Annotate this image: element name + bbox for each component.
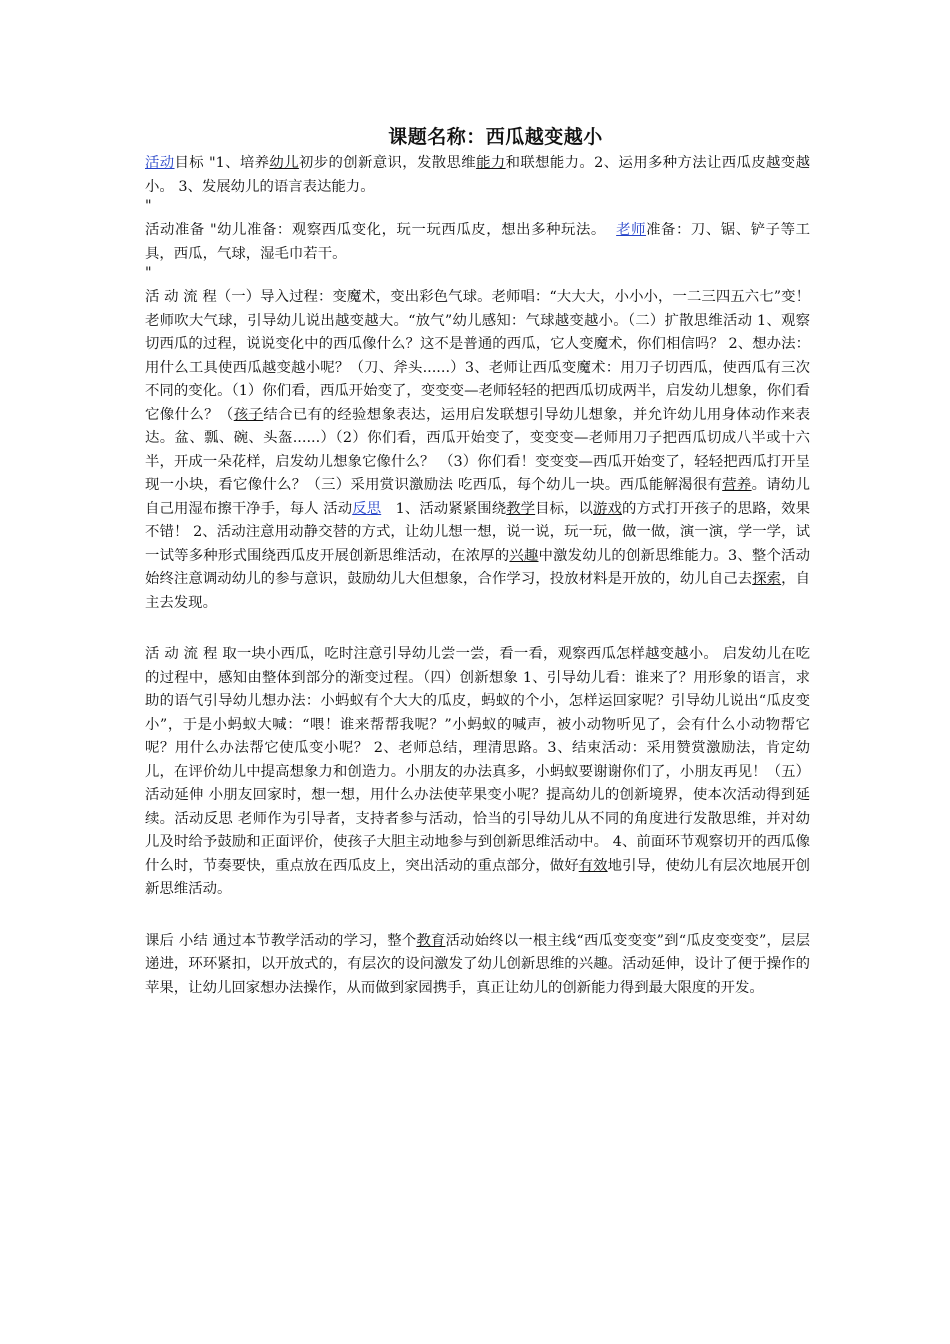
flow2-text-2: 地引导，使幼儿有层次地展开创新思维活动。 (145, 857, 810, 897)
document-page (145, 124, 810, 1000)
goal-text-1: 目标 "1、培养 (174, 155, 270, 171)
keyword-youxiao: 有效 (578, 857, 608, 874)
prep-text-2: 准备：刀、锯、铲子等工具，西瓜，气球，湿毛巾若干。 (145, 222, 810, 262)
keyword-haizi: 孩子 (233, 406, 264, 423)
flow-text-2: 结合已有的经验想象表达，运用启发联想引导幼儿想象，并允许幼儿用身体动作来表达。盆、瓢、碗、头盔......）（2）你们看，西瓜开始变了，变变变—老师用刀子把西瓜切成八半或十六半，开成一朵花样，启发幼儿想象它像什么？ （3）你们看！变变变—西瓜开始变了，轻轻把西瓜打开呈现一小块，看它像什么？（三）采用赏识激励法 吃西瓜，每个幼儿一块。西瓜能解渴很有 (145, 406, 810, 493)
flow-text-4: 1、活动紧紧围绕 (381, 500, 507, 517)
goal-paragraph (145, 152, 810, 199)
flow-text-6: 的方式打开孩子的思路，效果不错！ 2、活动注意用动静交替的方式，让幼儿想一想，说一说，玩一玩，做一做，演一演，学一学，试一试等多种形式围绕西瓜皮开展创新思维活动，在浓厚的 (145, 500, 810, 564)
document-title: 课题名称：西瓜越变越小 (388, 126, 603, 148)
goal-text-3: 和联想能力。2、运用多种方法让西瓜皮越变越小。 3、发展幼儿的语言表达能力。 (145, 155, 810, 195)
flow2-text-1: 活 动 流 程 取一块小西瓜，吃时注意引导幼儿尝一尝，看一看，观察西瓜怎样越变越小。 启发幼儿在吃的过程中，感知由整体到部分的渐变过程。（四）创新想象 1、引导幼儿看：谁来了？用形象的语言，求助的语气引导幼儿想办法：小蚂蚁有个大大的瓜皮，蚂蚁的个小，怎样运回家呢？引导幼儿说出“瓜皮变小”，于是小蚂蚁大喊：“喂！谁来帮帮我呢？”小蚂蚁的喊声，被小动物听见了，会有什么小动物帮它呢？用什么办法帮它使瓜变小呢？ 2、老师总结，理清思路。3、结束活动：采用赞赏激励法，肯定幼儿，在评价幼儿中提高想象力和创造力。小朋友的办法真多，小蚂蚁要谢谢你们了，小朋友再见！（五）活动延伸 小朋友回家时，想一想，用什么办法使苹果变小呢？提高幼儿的创新境界，使本次活动得到延续。活动反思 老师作为引导者，支持者参与活动，恰当的引导幼儿从不同的角度进行发散思维，并对幼儿及时给予鼓励和正面评价，使孩子大胆主动地参与到创新思维活动中。 4、前面环节观察切开的西瓜像什么时，节奏要快，重点放在西瓜皮上，突出活动的重点部分，做好 (145, 646, 810, 874)
keyword-xingqu: 兴趣 (509, 547, 539, 564)
preparation-paragraph (145, 219, 810, 266)
keyword-jiaoxue: 教学 (506, 500, 536, 517)
goal-text-2: 初步的创新意识，发散思维 (298, 155, 477, 171)
paragraph-spacer-1 (145, 615, 810, 643)
reflection-link[interactable]: 反思 (352, 500, 382, 517)
activity-link[interactable]: 活动 (145, 155, 175, 171)
paragraph-spacer-2 (145, 902, 810, 930)
keyword-nengli: 能力 (476, 155, 506, 171)
keyword-youxi: 游戏 (593, 500, 622, 517)
summary-paragraph (145, 930, 810, 1001)
flow-paragraph (145, 286, 810, 615)
keyword-tansuo: 探索 (752, 571, 782, 587)
keyword-youer: 幼儿 (269, 155, 299, 171)
prep-text-1: 活动准备 "幼儿准备：观察西瓜变化，玩一玩西瓜皮，想出多种玩法。 (145, 222, 612, 238)
flow-text-5: 目标，以 (535, 500, 594, 517)
flow-text-7: 中激发幼儿的创新思维能力。3、整个活动始终注意调动幼儿的参与意识，鼓励幼儿大但想象，合作学习，投放材料是开放的，幼儿自己去 (145, 547, 810, 587)
teacher-link[interactable]: 老师 (616, 222, 647, 238)
flow-text-3: 。请幼儿自己用湿布擦干净手，每人 活动 (145, 477, 810, 517)
quote-mark-2: " (145, 265, 152, 281)
summary-text-1: 课后 小结 通过本节教学活动的学习，整个 (145, 932, 417, 949)
flow-text-1: 活 动 流 程（一）导入过程：变魔术，变出彩色气球。老师唱：“大大大，小小小，一二三四五六七”变！老师吹大气球，引导幼儿说出越变越大。“放气”幼儿感知：气球越变越小。（二）扩散思维活动 1、观察切西瓜的过程，说说变化中的西瓜像什么？这不是普通的西瓜，它人变魔术，你们相信吗？ 2、想办法：用什么工具使西瓜越变越小呢？（刀、斧头......）3、老师让西瓜变魔术：用刀子切西瓜，使西瓜有三次不同的变化。（1）你们看，西瓜开始变了，变变变—老师轻轻的把西瓜切成两半，启发幼儿想象，你们看它像什么？（ (145, 289, 810, 423)
flow-text-8: ，自主去发现。 (145, 571, 810, 611)
quote-mark-1: " (145, 198, 152, 214)
keyword-jiaoyu: 教育 (416, 932, 446, 949)
keyword-yingyang: 营养 (722, 477, 752, 493)
flow2-paragraph (145, 643, 810, 902)
summary-text-2: 活动始终以一根主线“西瓜变变变”到“瓜皮变变变”，层层递进，环环紧扣，以开放式的，有层次的设问激发了幼儿创新思维的兴趣。活动延伸，设计了便于操作的苹果，让幼儿回家想办法操作，从而做到家园携手，真正让幼儿的创新能力得到最大限度的开发。 (145, 932, 810, 996)
